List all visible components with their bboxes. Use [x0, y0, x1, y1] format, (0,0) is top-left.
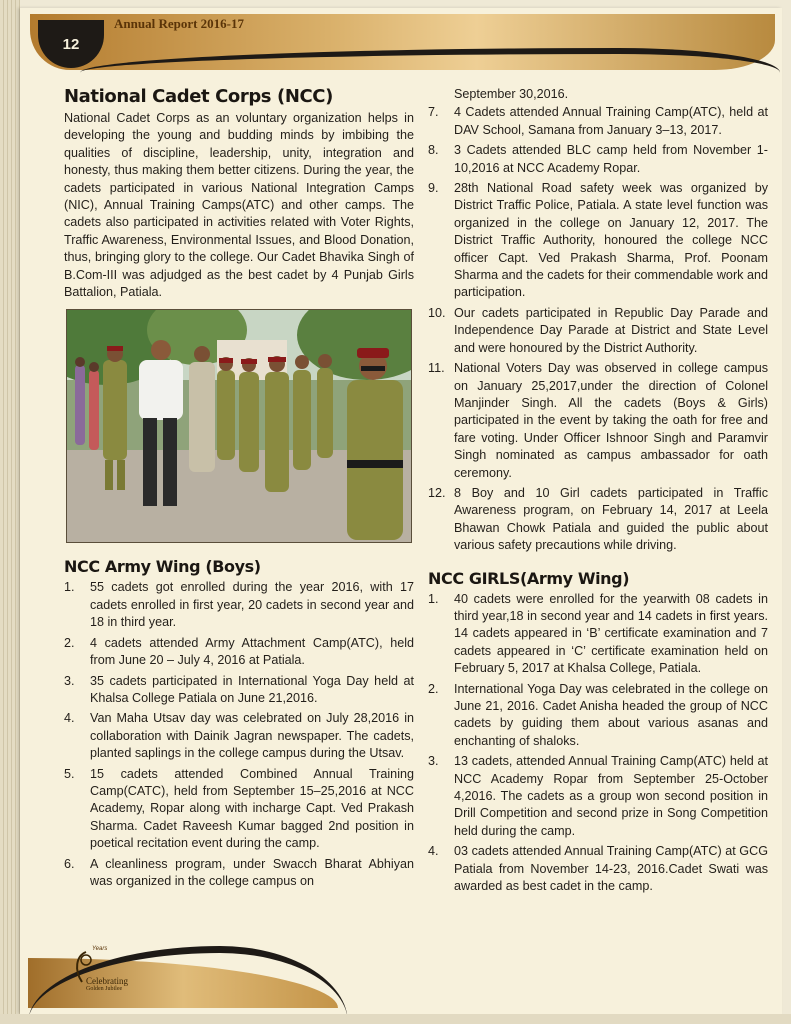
- cadets-parade-illustration: [67, 310, 411, 542]
- golden-jubilee-logo: [72, 946, 162, 996]
- list-item: 12. 8 Boy and 10 Girl cadets participated in Traffic Awareness program, on February 14, 2017 at Leela Bhawan Chowk Patiala and guided the public about various safety precautions while driving.: [428, 485, 768, 553]
- list-item: 3. 35 cadets participated in International Yoga Day held at Khalsa College Patiala on June 21,2016.: [64, 673, 414, 705]
- list-item: 7. 4 Cadets attended Annual Training Camp(ATC), held at DAV School, Samana from January 3–13, 2017.: [428, 105, 768, 137]
- list-item: 8. 3 Cadets attended BLC camp held from November 1-10,2016 at NCC Academy Ropar.: [428, 143, 768, 175]
- army-boys-heading: NCC Army Wing (Boys): [64, 557, 261, 577]
- list-item: 11. National Voters Day was observed in college campus on January 25,2017,under the direction of Colonel Manjinder Singh. All the cadets (Boys & Girls) participated in the event by taking the oath for free and fare voting. Under Officer Ishnoor Singh and Paramvir Singh nominated as campus ambassador for oath ceremony.: [428, 361, 768, 480]
- list-item: 9. 28th National Road safety week was organized by District Traffic Police, Patiala. A state level function was organized in the college on January 12, 2017. The District Traffic Authority, honoured the college NCC officer Capt. Ved Prakash Sharma, Prof. Poonam Sharma and the cadets for their commendable work and participation.: [428, 181, 768, 300]
- page-number: 12: [38, 20, 104, 68]
- girls-list: [428, 591, 768, 896]
- army-boys-list-continued: [428, 104, 768, 554]
- list-item: 1. 40 cadets were enrolled for the yearwith 08 cadets in third year,18 in second year and 14 cadets in first years. 14 cadets appeared in ‘B’ certificate examination and 7 cadets appeared in ‘C’ certificate examination held on February 5, 2017 at Khalsa College, Patiala.: [428, 591, 768, 676]
- list-item: 2. 4 cadets attended Army Attachment Camp(ATC), held from June 20 – July 4, 2016 at Patiala.: [64, 635, 414, 668]
- list-item: 2. International Yoga Day was celebrated in the college on June 21, 2016. Cadet Anisha headed the group of NCC cadets by guiding them about various asanas and enchanting of shaloks.: [428, 681, 768, 748]
- logo-jubilee-text: Golden Jubilee: [86, 986, 123, 992]
- ncc-intro: National Cadet Corps as an voluntary organization helps in developing the young and budding minds by imbibing the qualities of discipline, leadership, unity, integration and honesty, thus making them better citizens. During the year, the cadets participated in various National Integration Camps (NIC), Annual Training Camps(ATC) and other camps. The cadets also participated in activities related with Voter Rights, Traffic Awareness, Environmental Issues, and Blood Donation, thus, bringing glory to the college. Our Cadet Bhavika Singh of B.Com-III was adjudged as the best cadet by 4 Punjab Girls Battalion, Patiala.: [64, 111, 414, 300]
- page-stack-bottom-edge: [0, 1014, 791, 1024]
- girls-heading: NCC GIRLS(Army Wing): [428, 568, 630, 588]
- report-title: Annual Report 2016-17: [114, 16, 245, 31]
- list-item: 5. 15 cadets attended Combined Annual Training Camp(CATC), held from September 15–25,2016 at NCC Academy, Ropar along with incharge Capt. Ved Prakash Sharma. Cadet Raveesh Kumar bagged 2nd position in poetical recitation event during the camp.: [64, 766, 414, 851]
- list-item: 10. Our cadets participated in Republic Day Parade and Independence Day Parade at District and State Level and were honoured by the District Authority.: [428, 305, 768, 355]
- page-stack-edge: [0, 0, 20, 1024]
- right-column: [428, 86, 768, 898]
- list-item: 1. 55 cadets got enrolled during the year 2016, with 17 cadets enrolled in first year, 20 cadets in second year and 18 in third year.: [64, 580, 414, 630]
- left-column: [64, 86, 414, 893]
- list-continuation: September 30,2016.: [454, 87, 569, 101]
- list-item: 4. Van Maha Utsav day was celebrated on July 28,2016 in collaboration with Dainik Jagran newspaper. The cadets, planted saplings in the college campus during the Utsav.: [64, 711, 414, 761]
- logo-years-text: Years: [92, 946, 108, 952]
- list-item: 3. 13 cadets, attended Annual Training Camp(ATC) held at NCC Academy Ropar from September 25-October 4,2016. The cadets as a group won second position in Drill Competition and second prize in Song Competition held during the camp.: [428, 754, 768, 838]
- list-item: 4. 03 cadets attended Annual Training Camp(ATC) at GCG Patiala from November 14-23, 2016.Cadet Swati was awarded as best cadet in the camp.: [428, 844, 768, 894]
- army-boys-list: [64, 579, 414, 890]
- cadets-photo: [66, 309, 412, 543]
- list-item: 6. A cleanliness program, under Swacch Bharat Abhiyan was organized in the college campus on: [64, 856, 414, 888]
- logo-celebrating-text: Celebrating: [86, 976, 128, 986]
- ncc-heading: National Cadet Corps (NCC): [64, 86, 333, 107]
